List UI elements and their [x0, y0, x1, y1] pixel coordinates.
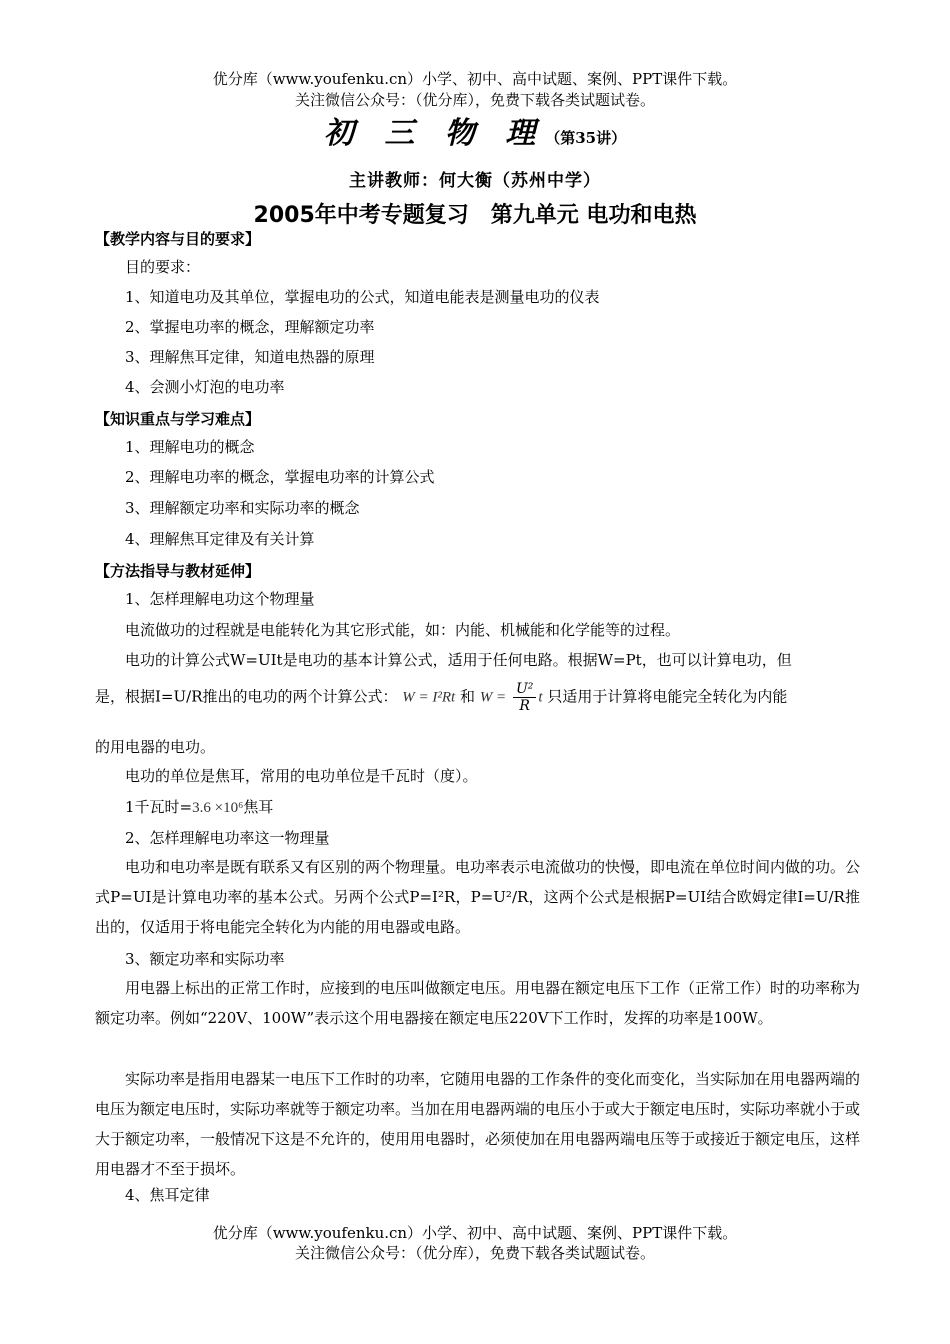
formula-t: t	[538, 689, 543, 706]
list-item: 4、理解焦耳定律及有关计算	[125, 530, 315, 548]
list-item: 1、理解电功的概念	[125, 438, 255, 456]
objectives-lead: 目的要求：	[125, 258, 201, 276]
question-3: 3、额定功率和实际功率	[125, 950, 285, 968]
paragraph-1: 电流做功的过程就是电能转化为其它形式能，如：内能、机械能和化学能等的过程。	[125, 621, 681, 639]
teacher-line: 主讲教师：何大衡（苏州中学）	[349, 171, 601, 191]
section-title-methods: 【方法指导与教材延伸】	[95, 562, 261, 580]
formula-and: 和	[460, 687, 476, 706]
footer-line-1: 优分库（www.youfenku.cn）小学、初中、高中试题、案例、PPT课件下载。	[212, 1224, 738, 1242]
question-1: 1、怎样理解电功这个物理量	[125, 590, 315, 608]
title-lecture: （第35讲）	[545, 129, 627, 147]
formula-tail-text: 只适用于计算将电能完全转化为内能	[547, 687, 788, 706]
paragraph-2-line-3: 的用电器的电功。	[95, 738, 216, 756]
title-main: 初 三 物 理	[323, 116, 546, 151]
formula-fraction	[513, 681, 536, 714]
paragraph-rated-power: 用电器上标出的正常工作时，应接到的电压叫做额定电压。用电器在额定电压下工作（正常工作）时的功率称为额定功率。例如“220V、100W”表示这个用电器接在额定电压220V下工作时，发挥的功率是100W。	[95, 979, 861, 1027]
list-item: 3、理解额定功率和实际功率的概念	[125, 499, 360, 517]
paragraph-power: 电功和电功率是既有联系又有区别的两个物理量。电功率表示电流做功的快慢，即电流在单位时间内做的功。公式P=UI是计算电功率的基本公式。另两个公式P=I²R，P=U²/R，这两个公式是根据P=UI结合欧姆定律I=U/R推出的，仅适用于将电能完全转化为内能的用电器或电路。	[95, 858, 861, 936]
page-title	[0, 108, 950, 152]
unit-conversion-unit: 焦耳	[243, 798, 274, 816]
paragraph-3: 电功的单位是焦耳，常用的电功单位是千瓦时（度）。	[125, 767, 478, 785]
list-item: 1、知道电功及其单位，掌握电功的公式，知道电能表是测量电功的仪表	[125, 288, 600, 306]
unit-conversion	[125, 796, 860, 817]
list-item: 2、理解电功率的概念，掌握电功率的计算公式	[125, 468, 435, 486]
question-4: 4、焦耳定律	[125, 1186, 210, 1204]
header-line-1: 优分库（www.youfenku.cn）小学、初中、高中试题、案例、PPT课件下载。	[212, 70, 738, 88]
footer-line-2: 关注微信公众号：（优分库），免费下载各类试题试卷。	[294, 1244, 655, 1262]
question-2: 2、怎样理解电功率这一物理量	[125, 829, 330, 847]
paragraph-actual-power: 实际功率是指用电器某一电压下工作时的功率，它随用电器的工作条件的变化而变化，当实际加在用电器两端的电压为额定电压时，实际功率就等于额定功率。当加在用电器两端的电压小于或大于额定电压时，实际功率就小于或大于额定功率，一般情况下这是不允许的，使用用电器时，必须使加在用电器两端电压等于或接近于额定电压，这样用电器才不至于损坏。	[95, 1070, 861, 1178]
formula-lead-text: 是，根据I=U/R推出的电功的两个计算公式：	[95, 687, 398, 706]
paragraph-2-line-2	[95, 681, 860, 721]
list-item: 4、会测小灯泡的电功率	[125, 378, 285, 396]
header-line-2: 关注微信公众号：（优分库），免费下载各类试题试卷。	[294, 91, 655, 109]
section-title-key-points: 【知识重点与学习难点】	[95, 410, 261, 428]
unit-conversion-value: 3.6 ×10⁶	[192, 800, 244, 816]
section-title-objectives: 【教学内容与目的要求】	[95, 230, 261, 248]
formula-w-i2rt: W = I²Rt	[402, 689, 456, 706]
list-item: 2、掌握电功率的概念，理解额定功率	[125, 318, 375, 336]
formula-w-lhs: W =	[479, 689, 507, 706]
paragraph-2-line-1: 电功的计算公式W=UIt是电功的基本计算公式，适用于任何电路。根据W=Pt，也可以计算电功，但	[125, 651, 792, 669]
fraction-denominator: R	[519, 698, 530, 714]
fraction-numerator: U²	[513, 681, 536, 698]
unit-conversion-lead: 1千瓦时=	[125, 798, 193, 816]
list-item: 3、理解焦耳定律，知道电热器的原理	[125, 348, 375, 366]
subtitle: 2005年中考专题复习 第九单元 电功和电热	[253, 203, 697, 228]
